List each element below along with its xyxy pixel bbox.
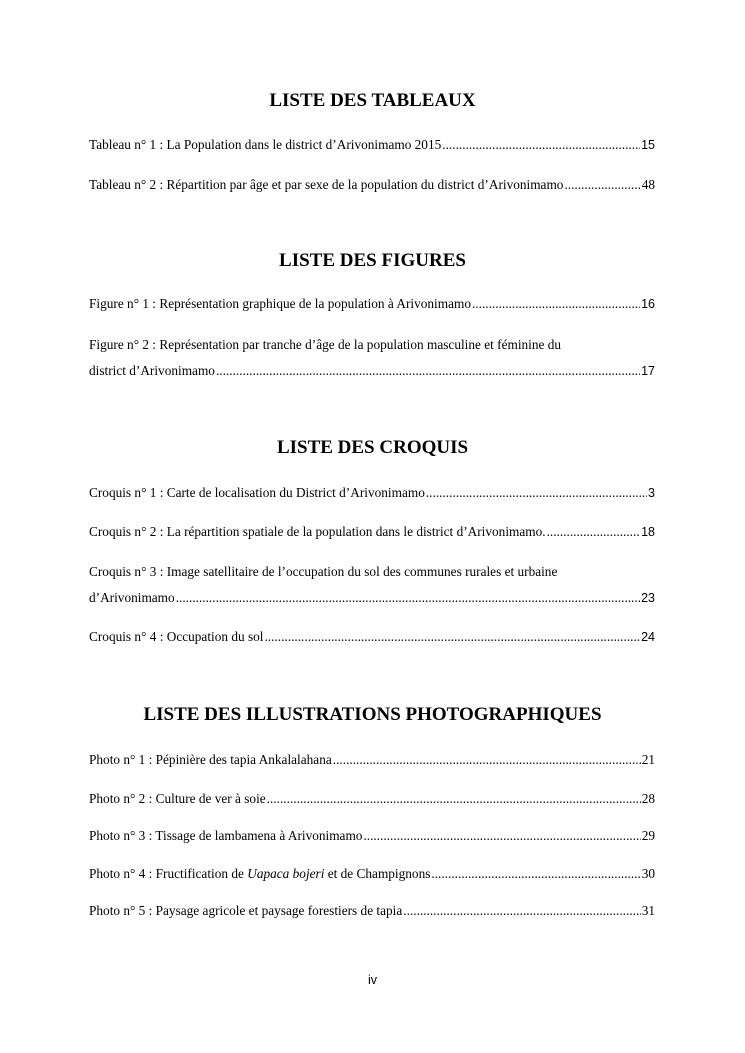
entry-page-number: 31 [641,903,655,918]
entry-label-line-1: Figure n° 2 : Représentation par tranche d’âge de la population masculine et féminine du [89,337,562,352]
toc-entry-photo-3[interactable] [89,827,655,845]
entry-label-line-1: Croquis n° 3 : Image satellitaire de l’occupation du sol des communes rurales et urbaine [89,564,558,579]
entry-label: Tableau n° 2 : Répartition par âge et par sexe de la population du district d’Arivonimamo [89,177,564,192]
toc-entry-photo-5[interactable] [89,902,655,920]
entry-page-number: 23 [641,591,655,605]
entry-page-number: 3 [648,486,655,500]
entry-page-number: 29 [641,828,655,843]
entry-label: Tableau n° 1 : La Population dans le district d’Arivonimamo 2015 [89,137,442,152]
entry-label: Photo n° 5 : Paysage agricole et paysage forestiers de tapia [89,903,403,918]
entry-label-line-2: d’Arivonimamo [89,590,175,605]
toc-entry-tableau-2[interactable] [89,176,655,194]
page-number-footer: iv [367,973,378,987]
entry-page-number: 16 [641,297,655,311]
entry-label [89,865,430,883]
leader-dots [176,589,640,607]
entry-label: Croquis n° 2 : La répartition spatiale de la population dans le district d’Arivonimamo. [89,524,546,539]
entry-label-start: Photo n° 4 : Fructification de [89,866,248,881]
leader-dots [442,136,640,154]
entry-page-number: 48 [641,177,655,192]
toc-entry-figure-1[interactable] [89,295,655,313]
toc-entry-tableau-1[interactable] [89,136,655,154]
leader-dots [472,295,640,313]
toc-entry-croquis-4[interactable] [89,628,655,646]
entry-label-end: et de Champignons [324,866,431,881]
leader-dots [264,628,640,646]
section-title-photos: LISTE DES ILLUSTRATIONS PHOTOGRAPHIQUES [143,704,602,725]
entry-page-number: 15 [641,138,655,152]
section-title-tableaux: LISTE DES TABLEAUX [269,90,476,111]
leader-dots [431,865,640,883]
toc-entry-croquis-2[interactable] [89,523,655,541]
entry-page-number: 24 [641,630,655,644]
section-title-croquis: LISTE DES CROQUIS [276,437,469,458]
leader-dots [564,176,640,194]
leader-dots [333,751,641,769]
toc-entry-figure-2[interactable] [89,336,655,380]
entry-page-number: 30 [641,866,655,881]
entry-label: Photo n° 3 : Tissage de lambamena à Arivonimamo [89,828,363,843]
entry-page-number: 21 [641,752,655,767]
entry-page-number: 17 [641,364,655,378]
entry-label: Croquis n° 1 : Carte de localisation du District d’Arivonimamo [89,485,425,500]
leader-dots [363,827,640,845]
toc-entry-croquis-1[interactable] [89,484,655,502]
entry-label: Figure n° 1 : Représentation graphique de la population à Arivonimamo [89,296,471,311]
entry-label: Croquis n° 4 : Occupation du sol [89,629,264,644]
toc-entry-croquis-3[interactable] [89,563,655,607]
toc-entry-photo-1[interactable] [89,751,655,769]
entry-label-species: Uapaca bojeri [247,866,325,881]
entry-page-number: 18 [641,525,655,539]
leader-dots [216,362,640,380]
section-title-figures: LISTE DES FIGURES [279,250,466,271]
leader-dots [403,902,640,920]
leader-dots [267,790,641,808]
entry-label: Photo n° 1 : Pépinière des tapia Ankalalahana [89,752,332,767]
leader-dots [426,484,647,502]
entry-label-line-2: district d’Arivonimamo [89,363,215,378]
toc-entry-photo-2[interactable] [89,790,655,808]
leader-dots [547,523,641,541]
entry-label: Photo n° 2 : Culture de ver à soie [89,791,266,806]
toc-entry-photo-4[interactable] [89,865,655,883]
entry-page-number: 28 [641,791,655,806]
